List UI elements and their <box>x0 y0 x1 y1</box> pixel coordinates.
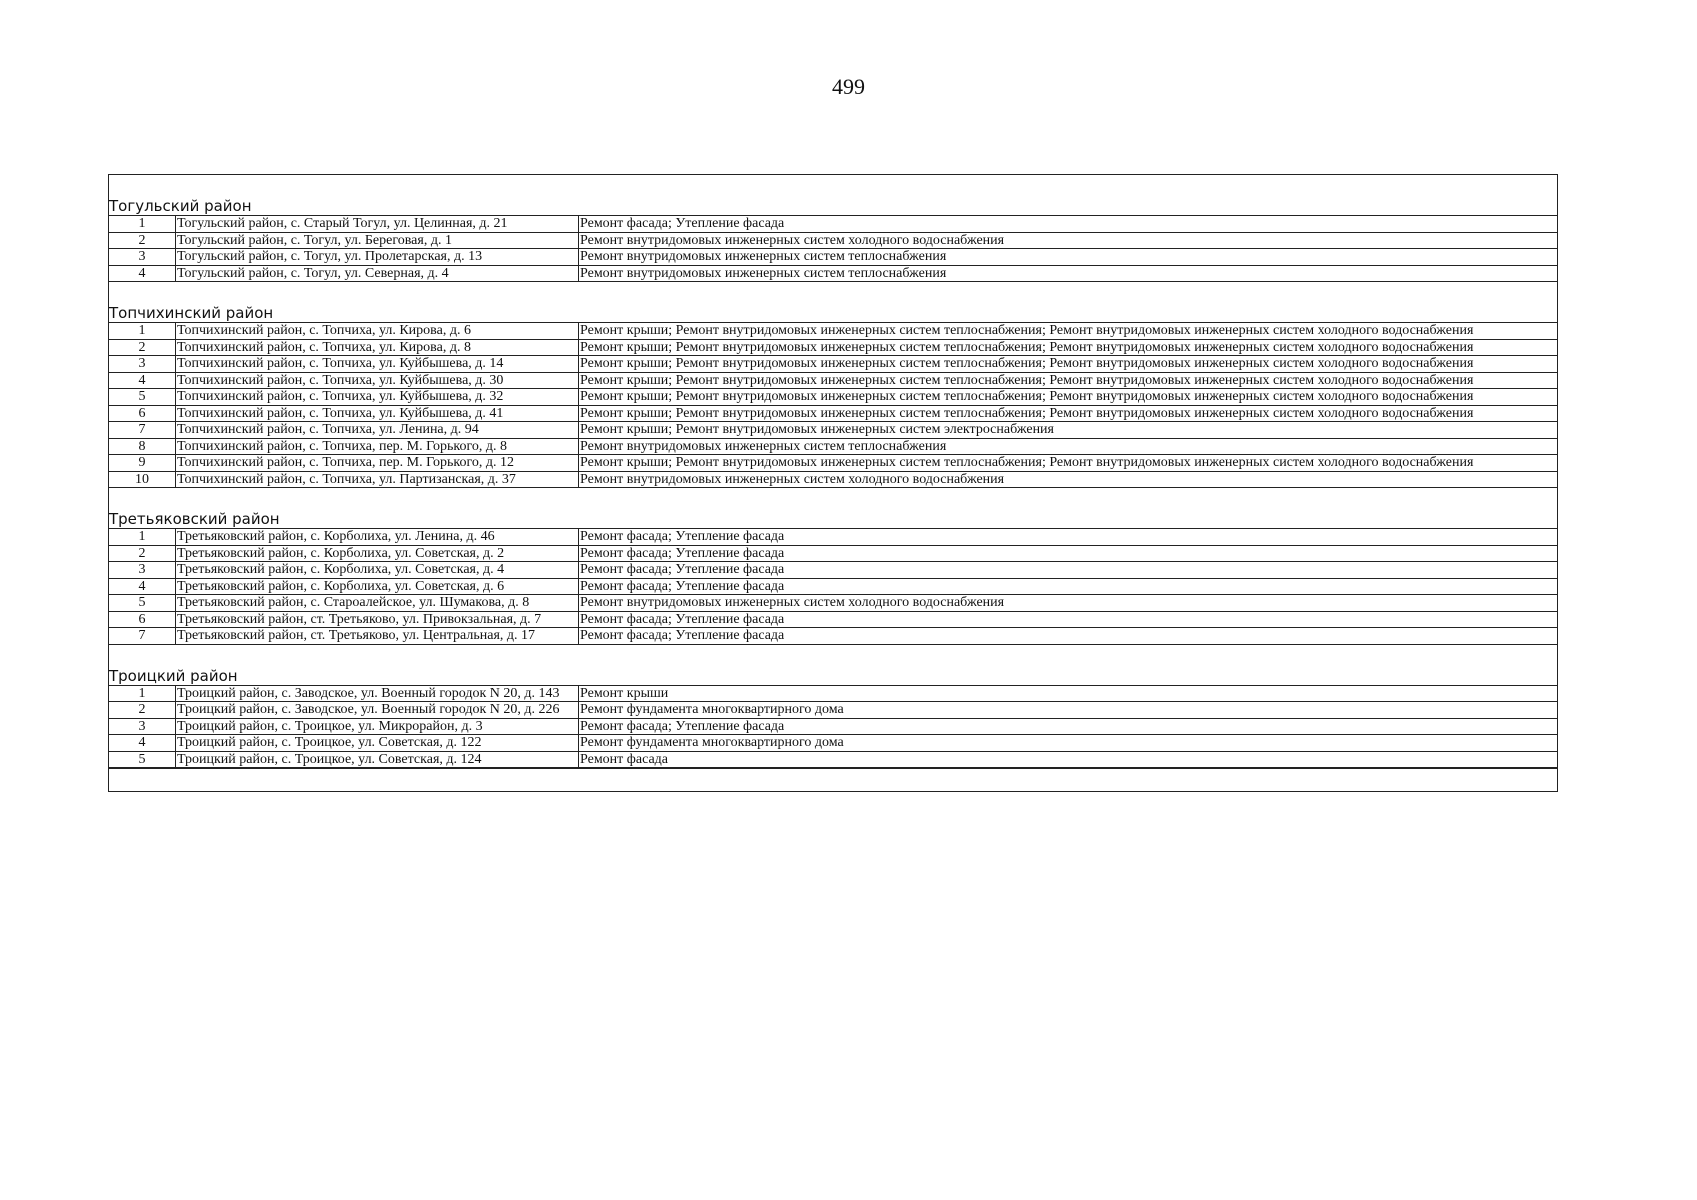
work-type-cell: Ремонт фасада; Утепление фасада <box>579 545 1558 562</box>
work-type-cell: Ремонт фасада; Утепление фасада <box>579 628 1558 645</box>
address-cell: Топчихинский район, с. Топчиха, ул. Кирова, д. 8 <box>176 339 579 356</box>
work-type-cell: Ремонт внутридомовых инженерных систем холодного водоснабжения <box>579 471 1558 488</box>
row-number: 7 <box>109 628 176 645</box>
work-type-cell: Ремонт фундамента многоквартирного дома <box>579 735 1558 752</box>
row-number: 5 <box>109 751 176 768</box>
district-section <box>109 197 1557 282</box>
address-cell: Троицкий район, с. Троицкое, ул. Советская, д. 122 <box>176 735 579 752</box>
address-cell: Топчихинский район, с. Топчиха, ул. Куйбышева, д. 41 <box>176 405 579 422</box>
row-number: 9 <box>109 455 176 472</box>
row-number: 3 <box>109 562 176 579</box>
address-cell: Третьяковский район, с. Корболиха, ул. Ленина, д. 46 <box>176 529 579 545</box>
work-type-cell: Ремонт крыши; Ремонт внутридомовых инженерных систем теплоснабжения; Ремонт внутридомовых инженерных систем холодного водоснабжения <box>579 339 1558 356</box>
address-cell: Третьяковский район, с. Корболиха, ул. Советская, д. 2 <box>176 545 579 562</box>
address-cell: Тогульский район, с. Старый Тогул, ул. Целинная, д. 21 <box>176 216 579 232</box>
work-type-cell: Ремонт фасада; Утепление фасада <box>579 611 1558 628</box>
address-cell: Троицкий район, с. Троицкое, ул. Советская, д. 124 <box>176 751 579 768</box>
table-footer-space <box>109 768 1557 791</box>
table-row <box>109 339 1557 356</box>
row-number: 8 <box>109 438 176 455</box>
work-type-cell: Ремонт крыши; Ремонт внутридомовых инженерных систем теплоснабжения; Ремонт внутридомовых инженерных систем холодного водоснабжения <box>579 455 1558 472</box>
address-cell: Топчихинский район, с. Топчиха, ул. Ленина, д. 94 <box>176 422 579 439</box>
row-number: 2 <box>109 339 176 356</box>
work-type-cell: Ремонт крыши <box>579 686 1558 702</box>
table-row <box>109 422 1557 439</box>
table-row <box>109 628 1557 645</box>
address-cell: Третьяковский район, с. Староалейское, ул. Шумакова, д. 8 <box>176 595 579 612</box>
district-title: Третьяковский район <box>109 510 1557 529</box>
row-number: 2 <box>109 702 176 719</box>
table-row <box>109 389 1557 406</box>
row-number: 1 <box>109 686 176 702</box>
table-row <box>109 529 1557 545</box>
district-table <box>109 216 1557 282</box>
table-row <box>109 232 1557 249</box>
table-row <box>109 372 1557 389</box>
table-row <box>109 438 1557 455</box>
address-cell: Тогульский район, с. Тогул, ул. Береговая, д. 1 <box>176 232 579 249</box>
address-cell: Троицкий район, с. Заводское, ул. Военный городок N 20, д. 143 <box>176 686 579 702</box>
row-number: 3 <box>109 356 176 373</box>
work-type-cell: Ремонт фасада <box>579 751 1558 768</box>
address-cell: Топчихинский район, с. Топчиха, ул. Куйбышева, д. 14 <box>176 356 579 373</box>
table-row <box>109 718 1557 735</box>
work-type-cell: Ремонт внутридомовых инженерных систем холодного водоснабжения <box>579 595 1558 612</box>
row-number: 7 <box>109 422 176 439</box>
work-type-cell: Ремонт крыши; Ремонт внутридомовых инженерных систем теплоснабжения; Ремонт внутридомовых инженерных систем холодного водоснабжения <box>579 405 1558 422</box>
table-row <box>109 265 1557 282</box>
table-row <box>109 686 1557 702</box>
table-row <box>109 545 1557 562</box>
work-type-cell: Ремонт крыши; Ремонт внутридомовых инженерных систем теплоснабжения; Ремонт внутридомовых инженерных систем холодного водоснабжения <box>579 389 1558 406</box>
district-title: Топчихинский район <box>109 304 1557 323</box>
work-type-cell: Ремонт внутридомовых инженерных систем холодного водоснабжения <box>579 232 1558 249</box>
work-type-cell: Ремонт внутридомовых инженерных систем теплоснабжения <box>579 265 1558 282</box>
row-number: 6 <box>109 405 176 422</box>
address-cell: Тогульский район, с. Тогул, ул. Пролетарская, д. 13 <box>176 249 579 266</box>
work-type-cell: Ремонт фасада; Утепление фасада <box>579 718 1558 735</box>
table-row <box>109 735 1557 752</box>
work-type-cell: Ремонт фасада; Утепление фасада <box>579 578 1558 595</box>
row-number: 2 <box>109 545 176 562</box>
row-number: 1 <box>109 529 176 545</box>
address-cell: Топчихинский район, с. Топчиха, ул. Кирова, д. 6 <box>176 323 579 339</box>
table-row <box>109 356 1557 373</box>
work-type-cell: Ремонт фундамента многоквартирного дома <box>579 702 1558 719</box>
district-table <box>109 323 1557 488</box>
address-cell: Третьяковский район, с. Корболиха, ул. Советская, д. 6 <box>176 578 579 595</box>
row-number: 10 <box>109 471 176 488</box>
address-cell: Топчихинский район, с. Топчиха, ул. Куйбышева, д. 32 <box>176 389 579 406</box>
work-type-cell: Ремонт внутридомовых инженерных систем теплоснабжения <box>579 249 1558 266</box>
work-type-cell: Ремонт фасада; Утепление фасада <box>579 216 1558 232</box>
row-number: 1 <box>109 216 176 232</box>
address-cell: Топчихинский район, с. Топчиха, ул. Куйбышева, д. 30 <box>176 372 579 389</box>
table-row <box>109 751 1557 768</box>
row-number: 4 <box>109 735 176 752</box>
row-number: 2 <box>109 232 176 249</box>
district-title: Тогульский район <box>109 197 1557 216</box>
row-number: 4 <box>109 372 176 389</box>
work-type-cell: Ремонт крыши; Ремонт внутридомовых инженерных систем теплоснабжения; Ремонт внутридомовых инженерных систем холодного водоснабжения <box>579 372 1558 389</box>
district-title: Троицкий район <box>109 667 1557 686</box>
district-section <box>109 510 1557 645</box>
address-cell: Топчихинский район, с. Топчиха, ул. Партизанская, д. 37 <box>176 471 579 488</box>
work-type-cell: Ремонт крыши; Ремонт внутридомовых инженерных систем теплоснабжения; Ремонт внутридомовых инженерных систем холодного водоснабжения <box>579 356 1558 373</box>
table-row <box>109 702 1557 719</box>
district-table <box>109 686 1557 769</box>
table-row <box>109 562 1557 579</box>
row-number: 1 <box>109 323 176 339</box>
table-row <box>109 471 1557 488</box>
district-sections <box>109 197 1557 768</box>
table-row <box>109 249 1557 266</box>
address-cell: Третьяковский район, ст. Третьяково, ул. Центральная, д. 17 <box>176 628 579 645</box>
work-type-cell: Ремонт фасада; Утепление фасада <box>579 529 1558 545</box>
repair-table <box>108 174 1558 792</box>
district-section <box>109 667 1557 769</box>
table-row <box>109 323 1557 339</box>
address-cell: Троицкий район, с. Заводское, ул. Военный городок N 20, д. 226 <box>176 702 579 719</box>
address-cell: Третьяковский район, ст. Третьяково, ул. Привокзальная, д. 7 <box>176 611 579 628</box>
table-row <box>109 578 1557 595</box>
address-cell: Топчихинский район, с. Топчиха, пер. М. Горького, д. 12 <box>176 455 579 472</box>
address-cell: Троицкий район, с. Троицкое, ул. Микрорайон, д. 3 <box>176 718 579 735</box>
row-number: 5 <box>109 595 176 612</box>
row-number: 5 <box>109 389 176 406</box>
work-type-cell: Ремонт фасада; Утепление фасада <box>579 562 1558 579</box>
row-number: 4 <box>109 578 176 595</box>
district-table <box>109 529 1557 645</box>
row-number: 3 <box>109 249 176 266</box>
table-row <box>109 611 1557 628</box>
work-type-cell: Ремонт крыши; Ремонт внутридомовых инженерных систем теплоснабжения; Ремонт внутридомовых инженерных систем холодного водоснабжения <box>579 323 1558 339</box>
table-row <box>109 595 1557 612</box>
page-number: 499 <box>832 74 865 99</box>
work-type-cell: Ремонт крыши; Ремонт внутридомовых инженерных систем электроснабжения <box>579 422 1558 439</box>
row-number: 3 <box>109 718 176 735</box>
work-type-cell: Ремонт внутридомовых инженерных систем теплоснабжения <box>579 438 1558 455</box>
row-number: 4 <box>109 265 176 282</box>
table-row <box>109 405 1557 422</box>
row-number: 6 <box>109 611 176 628</box>
table-row <box>109 216 1557 232</box>
address-cell: Третьяковский район, с. Корболиха, ул. Советская, д. 4 <box>176 562 579 579</box>
address-cell: Тогульский район, с. Тогул, ул. Северная, д. 4 <box>176 265 579 282</box>
address-cell: Топчихинский район, с. Топчиха, пер. М. Горького, д. 8 <box>176 438 579 455</box>
district-section <box>109 304 1557 488</box>
table-row <box>109 455 1557 472</box>
